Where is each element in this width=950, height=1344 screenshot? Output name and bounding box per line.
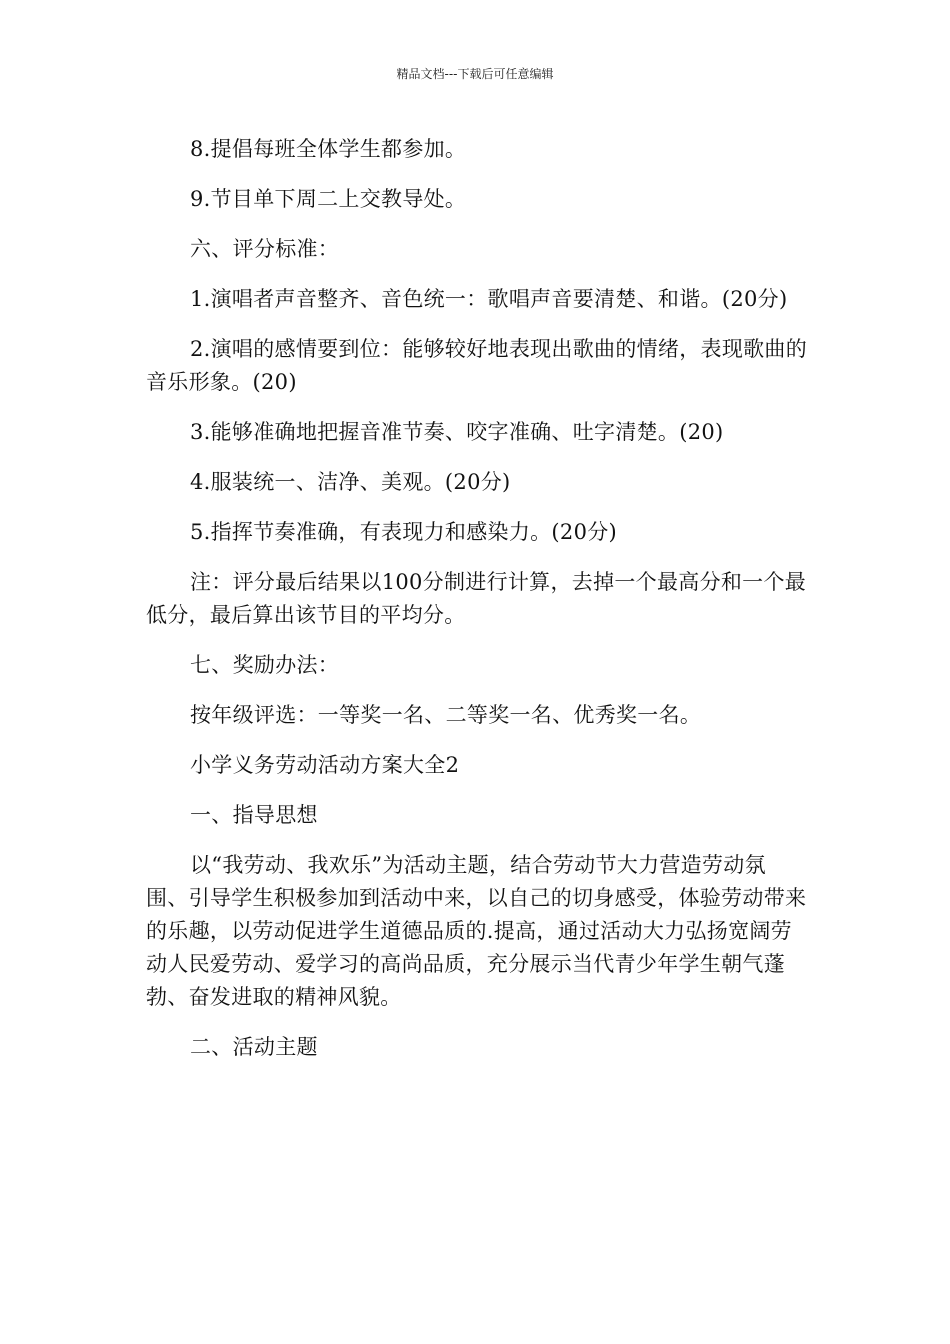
scoring-criterion-4: 4.服装统一、洁净、美观。(20分)	[190, 470, 511, 494]
awards-text: 按年级评选：一等奖一名、二等奖一名、优秀奖一名。	[190, 703, 702, 727]
section-heading-guiding-idea: 一、指导思想	[190, 803, 318, 827]
section-heading-awards: 七、奖励办法：	[190, 653, 340, 677]
section-heading-scoring: 六、评分标准：	[190, 237, 340, 261]
scoring-criterion-2: 2.演唱的感情要到位：能够较好地表现出歌曲的情绪，表现歌曲的音乐形象。(20)	[146, 337, 808, 394]
scoring-criterion-1: 1.演唱者声音整齐、音色统一：歌唱声音要清楚、和谐。(20分)	[190, 287, 788, 311]
document-body	[146, 133, 808, 1081]
guiding-idea-text: 以“我劳动、我欢乐”为活动主题，结合劳动节大力营造劳动氛围、引导学生积极参加到活动中来，以自己的切身感受，体验劳动带来的乐趣，以劳动促进学生道德品质的.提高，通过活动大力弘扬宽阔劳动人民爱劳动、爱学习的高尚品质，充分展示当代青少年学生朝气蓬勃、奋发进取的精神风貌。	[146, 853, 807, 1009]
paragraph-item-9: 9.节目单下周二上交教导处。	[190, 187, 467, 211]
page-header: 精品文档---下载后可任意编辑	[396, 67, 554, 81]
scoring-note: 注：评分最后结果以100分制进行计算，去掉一个最高分和一个最低分，最后算出该节目的平均分。	[146, 570, 807, 627]
section-heading-theme: 二、活动主题	[190, 1035, 318, 1059]
document-subtitle: 小学义务劳动活动方案大全2	[190, 753, 460, 777]
paragraph-item-8: 8.提倡每班全体学生都参加。	[190, 137, 467, 161]
scoring-criterion-3: 3.能够准确地把握音准节奏、咬字准确、吐字清楚。(20)	[190, 420, 724, 444]
scoring-criterion-5: 5.指挥节奏准确，有表现力和感染力。(20分)	[190, 520, 618, 544]
